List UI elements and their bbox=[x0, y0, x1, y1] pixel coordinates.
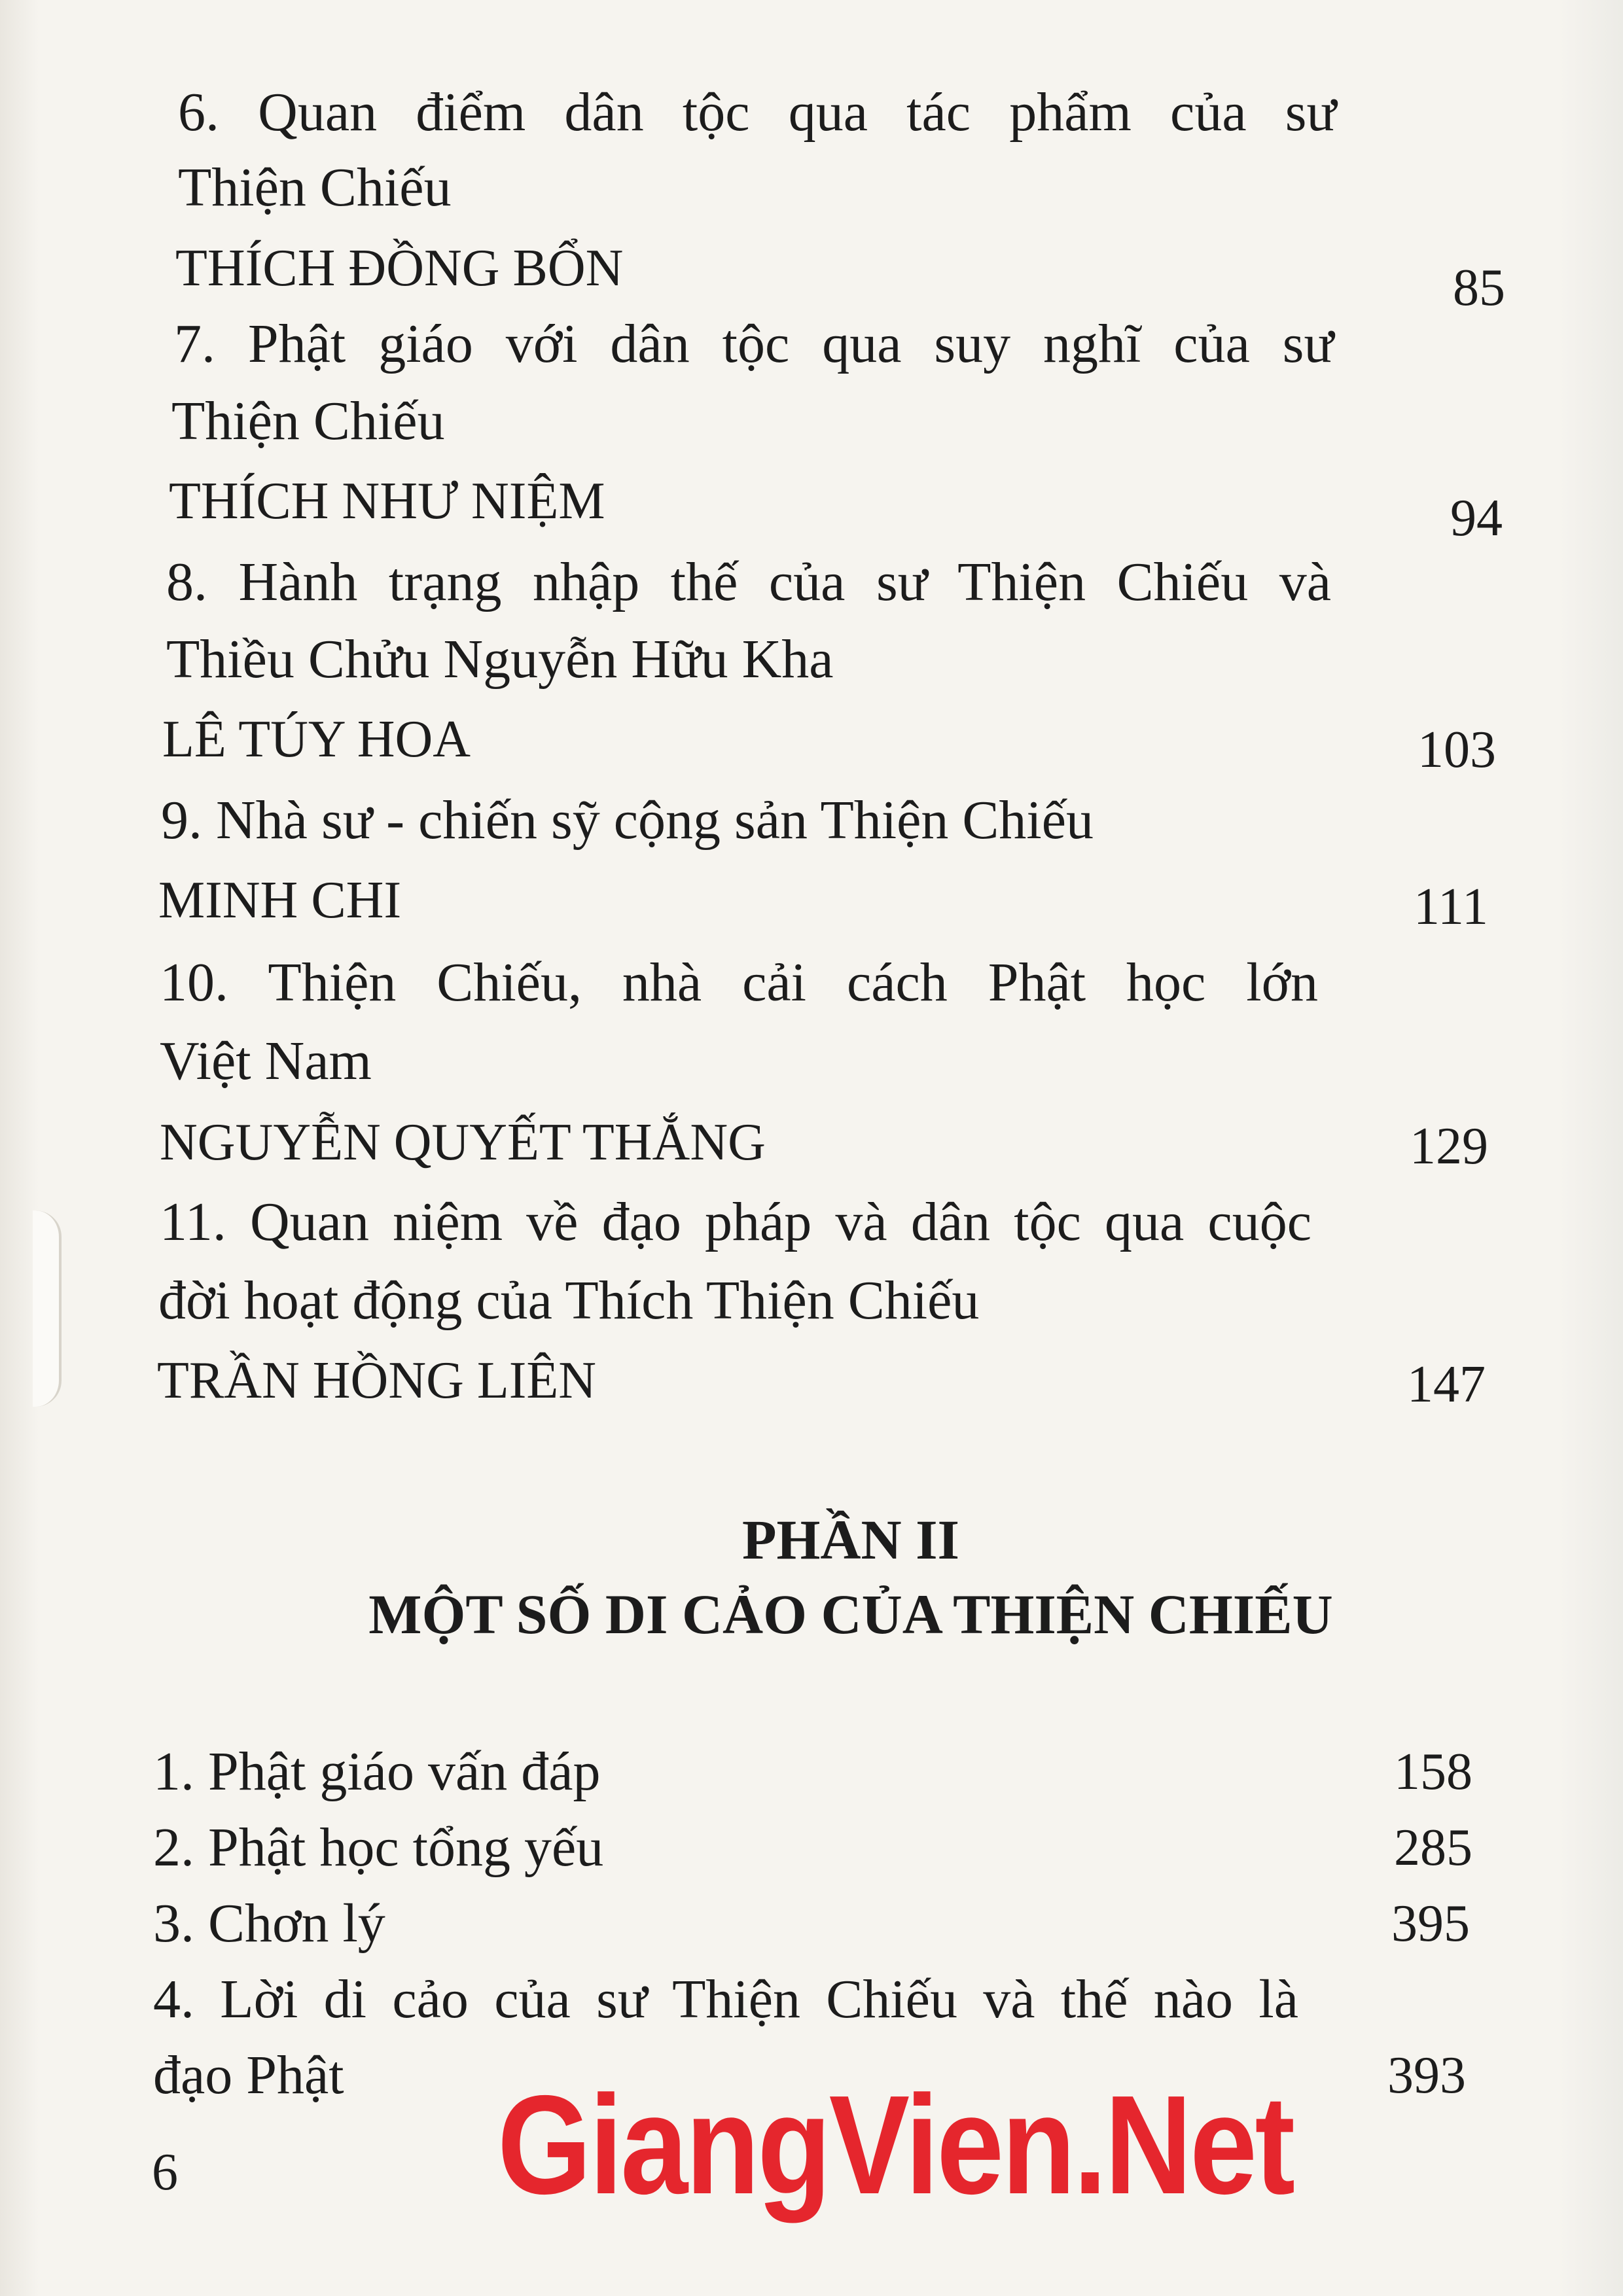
entry-author: LÊ TÚY HOA bbox=[162, 711, 471, 768]
section-heading: PHẦN II bbox=[741, 1508, 960, 1571]
entry-title-line: đạo Phật bbox=[153, 2045, 344, 2106]
entry-page-number: 103 bbox=[1418, 721, 1496, 779]
entry-author: THÍCH ĐỒNG BỔN bbox=[175, 239, 624, 297]
entry-page-number: 393 bbox=[1387, 2047, 1466, 2104]
entry-title-line: 9. Nhà sư - chiến sỹ cộng sản Thiện Chiếu bbox=[161, 790, 1094, 851]
entry-title-line: đời hoạt động của Thích Thiện Chiếu bbox=[158, 1270, 980, 1331]
entry-title-line: 8. Hành trạng nhập thế của sư Thiện Chiếu và bbox=[166, 552, 1331, 612]
entry-title-line: 3. Chơn lý bbox=[153, 1893, 385, 1954]
entry-page-number: 158 bbox=[1394, 1743, 1472, 1801]
entry-title-line: Thiện Chiếu bbox=[171, 391, 445, 451]
entry-title-line: Việt Nam bbox=[160, 1031, 372, 1091]
entry-author: THÍCH NHƯ NIỆM bbox=[169, 472, 605, 530]
page-number: 6 bbox=[152, 2144, 178, 2201]
entry-page-number: 395 bbox=[1391, 1895, 1470, 1952]
entry-title-line: 4. Lời di cảo của sư Thiện Chiếu và thế nào là bbox=[153, 1969, 1298, 2030]
entry-page-number: 129 bbox=[1410, 1118, 1488, 1175]
entry-title-line: 10. Thiện Chiếu, nhà cải cách Phật học lớn bbox=[160, 952, 1318, 1013]
entry-page-number: 94 bbox=[1450, 489, 1503, 547]
entry-page-number: 85 bbox=[1453, 259, 1505, 317]
entry-author: TRẦN HỒNG LIÊN bbox=[157, 1352, 597, 1409]
entry-page-number: 285 bbox=[1394, 1819, 1472, 1877]
entry-page-number: 147 bbox=[1407, 1356, 1486, 1413]
entry-page-number: 111 bbox=[1413, 878, 1488, 936]
entry-title-line: 7. Phật giáo với dân tộc qua suy nghĩ của sư bbox=[174, 313, 1334, 374]
watermark-logo: GiangVien.Net bbox=[497, 2066, 1293, 2223]
entry-title-line: Thiện Chiếu bbox=[178, 157, 452, 218]
entry-title-line: 2. Phật học tổng yếu bbox=[153, 1817, 604, 1878]
section-subheading: MỘT SỐ DI CẢO CỦA THIỆN CHIẾU bbox=[368, 1583, 1333, 1646]
entry-title-line: Thiều Chửu Nguyễn Hữu Kha bbox=[166, 629, 834, 690]
entry-title-line: 11. Quan niệm về đạo pháp và dân tộc qua cuộc bbox=[160, 1192, 1311, 1252]
entry-title-line: 6. Quan điểm dân tộc qua tác phẩm của sư bbox=[178, 82, 1336, 143]
entry-author: MINH CHI bbox=[158, 872, 402, 929]
entry-title-line: 1. Phật giáo vấn đáp bbox=[153, 1741, 601, 1802]
entry-author: NGUYỄN QUYẾT THẮNG bbox=[160, 1114, 766, 1171]
